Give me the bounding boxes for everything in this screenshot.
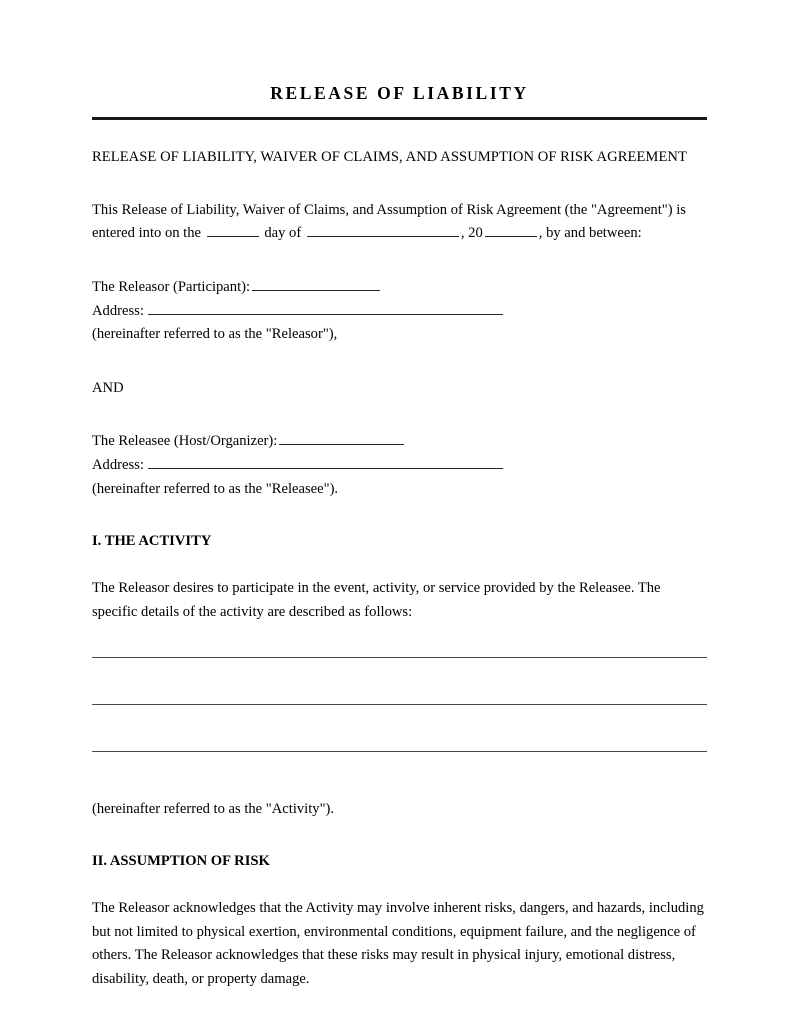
spacer [92, 400, 707, 430]
intro-text-day-of: day of [264, 225, 302, 242]
releasor-name-row [92, 276, 707, 300]
intro-text-tail: , by and between: [538, 225, 642, 242]
releasor-address-row [92, 300, 707, 324]
section-body-assumption-of-risk: The Releasor acknowledges that the Activity may involve inherent risks, dangers, and hazards, including but not limited to physical exertion, environmental conditions, equipment failure, and the negligence of others. The Releasor acknowledges that these risks may result in physical injury, emotional distress, disability, death, or property damage. [92, 900, 704, 987]
releasee-defined-term [92, 478, 707, 502]
releasor-defined-term-text: (hereinafter referred to as the "Releasor"), [92, 326, 338, 343]
releasor-label: The Releasor (Participant): [92, 278, 251, 295]
document-subheading: RELEASE OF LIABILITY, WAIVER OF CLAIMS, AND ASSUMPTION OF RISK AGREEMENT [92, 149, 687, 165]
month-blank-field[interactable] [307, 226, 459, 238]
spacer [92, 246, 707, 276]
section-heading-activity: I. THE ACTIVITY [92, 533, 212, 550]
releasee-address-blank[interactable] [148, 458, 503, 470]
section-body-activity: The Releasor desires to participate in the event, activity, or service provided by the Releasee. The specific details of the activity are described as follows: [92, 580, 661, 620]
spacer [92, 347, 707, 377]
spacer [92, 705, 707, 751]
releasor-address-label: Address: [92, 302, 144, 319]
year-blank-field[interactable] [485, 226, 537, 238]
activity-defined-term: (hereinafter referred to as the "Activity"). [92, 800, 335, 817]
intro-text-lead: This Release of Liability, Waiver of Claims, and Assumption of Risk Agreement (the "Agreement") is entered into on the [92, 201, 686, 242]
document-content [92, 0, 707, 992]
spacer [92, 873, 707, 897]
releasee-name-row [92, 430, 707, 454]
spacer [92, 553, 707, 577]
releasee-address-row [92, 454, 707, 478]
spacer [92, 821, 707, 851]
releasor-address-blank[interactable] [148, 303, 503, 315]
intro-paragraph [92, 199, 707, 246]
spacer [92, 658, 707, 704]
releasee-address-label: Address: [92, 457, 144, 474]
spacer [92, 501, 707, 531]
spacer [92, 625, 707, 657]
page-title: RELEASE OF LIABILITY [270, 83, 529, 103]
releasee-label: The Releasee (Host/Organizer): [92, 433, 278, 450]
releasor-defined-term [92, 323, 707, 347]
releasor-name-blank[interactable] [252, 279, 380, 291]
releasee-defined-term-text: (hereinafter referred to as the "Releasee"). [92, 480, 339, 497]
spacer [92, 169, 707, 199]
spacer [92, 752, 707, 798]
intro-text-year-prefix: , 20 [460, 225, 483, 242]
section-heading-assumption-of-risk: II. ASSUMPTION OF RISK [92, 853, 270, 870]
releasee-name-blank[interactable] [279, 434, 404, 446]
day-blank-field[interactable] [207, 226, 259, 238]
conjunction-and: AND [92, 379, 124, 396]
